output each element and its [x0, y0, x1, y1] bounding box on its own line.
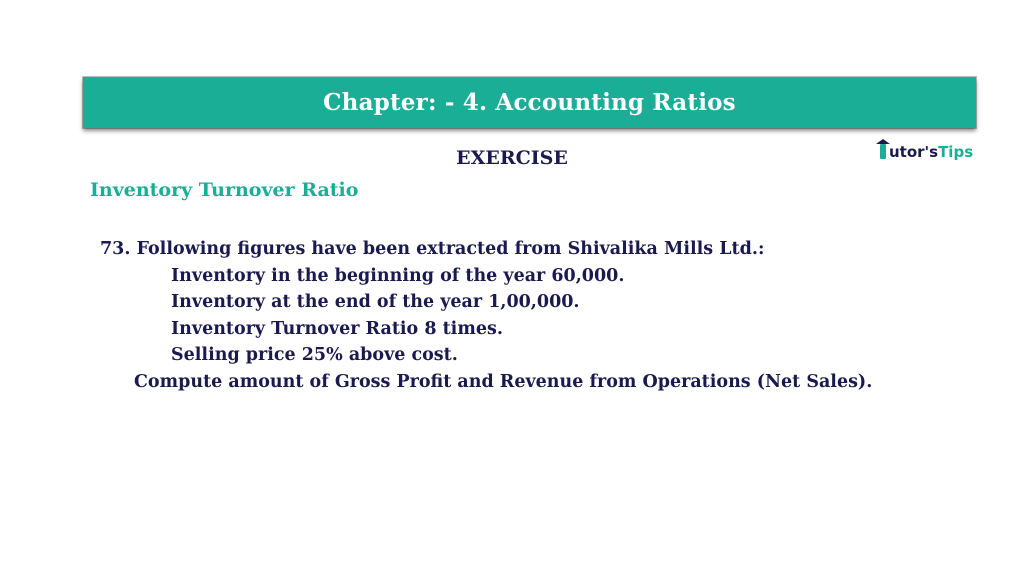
mortarboard-t-icon: [878, 139, 888, 161]
question-task: Compute amount of Gross Profit and Revenue from Operations (Net Sales).: [134, 371, 873, 392]
tutors-tips-logo: [878, 135, 973, 161]
question-item: Selling price 25% above cost.: [171, 345, 458, 365]
question-intro: 73. Following figures have been extracted from Shivalika Mills Ltd.:: [100, 239, 765, 259]
exercise-heading: EXERCISE: [456, 147, 568, 169]
logo-text-tips: Tips: [938, 143, 974, 161]
topic-subheading: Inventory Turnover Ratio: [90, 179, 359, 201]
question-item: Inventory Turnover Ratio 8 times.: [171, 318, 503, 339]
chapter-title: Chapter: - 4. Accounting Ratios: [323, 89, 736, 116]
question-block: [100, 236, 872, 395]
chapter-banner: [83, 77, 976, 128]
logo-text-tutors: utor's: [889, 143, 939, 161]
question-item: Inventory in the beginning of the year 60,000.: [171, 265, 625, 286]
question-item: Inventory at the end of the year 1,00,000.: [171, 292, 580, 312]
